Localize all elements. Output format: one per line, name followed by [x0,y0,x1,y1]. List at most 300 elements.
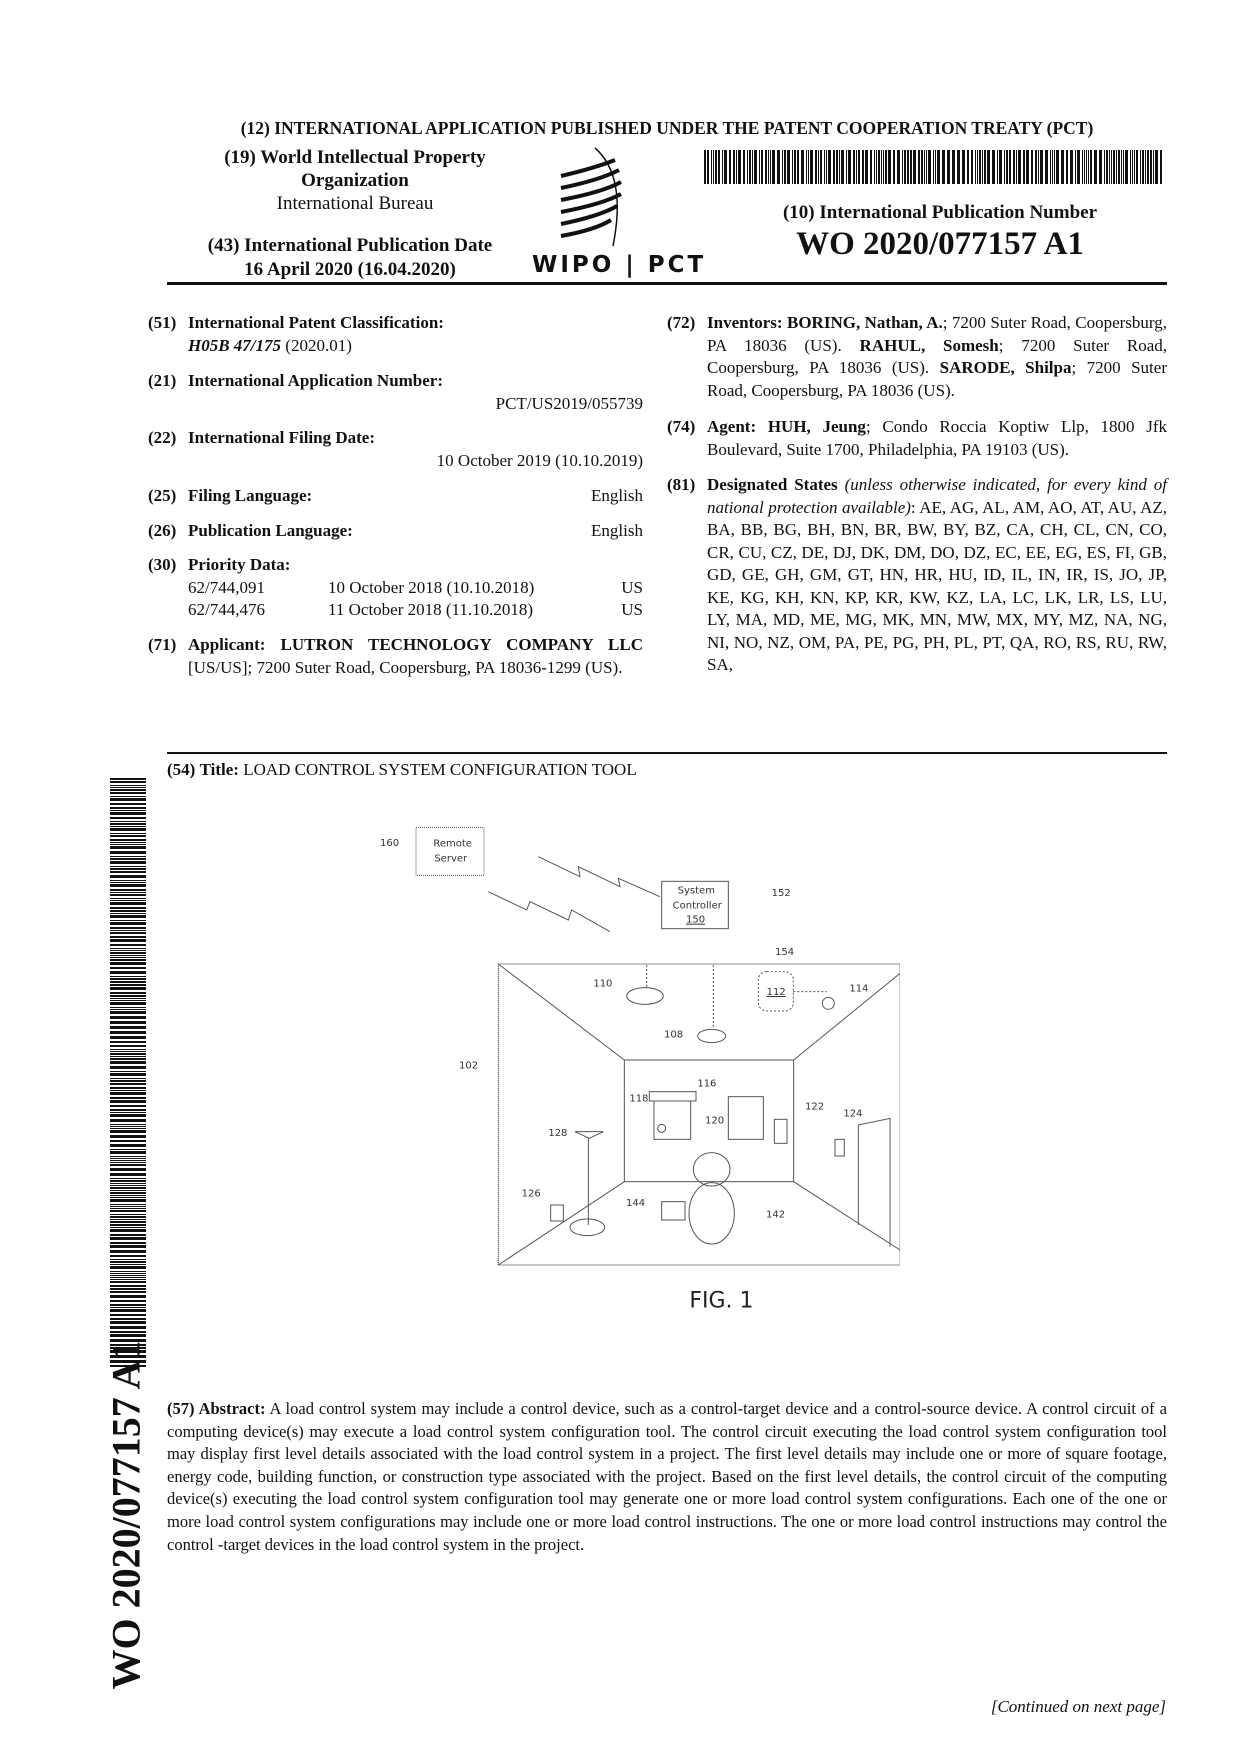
barcode-bar [110,1000,146,1001]
wireless-link-icon [538,857,660,897]
barcode-bar [110,932,146,934]
label: International Patent Classification: [188,313,444,332]
barcode-bar [1160,150,1162,184]
barcode-bar [971,150,973,184]
barcode-bar [1066,150,1068,184]
barcode-bar [110,803,146,805]
barcode-bar [110,894,146,896]
barcode-bar [870,150,872,184]
barcode-bar [110,828,146,831]
label: Filing Language: [188,486,313,505]
barcode-bar [928,150,931,184]
system-controller-label: Controller [672,900,722,912]
barcode-bar [1118,150,1120,184]
barcode-bar [1142,150,1144,184]
code: (72) [667,313,696,332]
barcode-bar [110,1314,146,1316]
barcode-bar [110,1285,146,1287]
barcode-bar [110,962,146,965]
barcode-bar [110,1326,146,1329]
user-body [689,1183,734,1244]
barcode-bar [110,1185,146,1186]
barcode-bar [1052,150,1053,184]
inventor-address: ; 7200 Suter Road, Coopersburg, PA 18036 (US). [707,313,1168,355]
code: (74) [667,417,696,436]
barcode-bar [1116,150,1117,184]
barcode-bar [1106,150,1108,184]
barcode-bar [110,821,146,822]
barcode-bar [110,1051,146,1052]
barcode-bar [110,1277,146,1278]
barcode-bar [806,150,807,184]
barcode-bar [110,1066,146,1069]
barcode-bar [110,868,146,870]
label: Publication Language: [188,521,353,540]
barcode-bar [110,1331,146,1333]
barcode-bar [1016,150,1017,184]
barcode-bar [110,1156,146,1157]
barcode-bar [110,971,146,974]
barcode-bar [110,1009,146,1010]
ref-120: 120 [705,1115,725,1127]
barcode-bar [110,955,146,956]
pub-date: 16 April 2020 (16.04.2020) [244,259,456,280]
barcode-bar [110,952,146,954]
barcode-bar [1031,150,1033,184]
barcode-bar [1082,150,1083,184]
shade-116 [649,1092,696,1101]
ipc-class: H05B 47/175 [188,335,282,355]
barcode-bar [110,1309,146,1312]
barcode-bar [924,150,925,184]
code: (26) [148,521,177,540]
barcode-bar [841,150,844,184]
barcode-bar [902,150,903,184]
barcode-bar [110,1334,146,1337]
pub-number: WO 2020/077157 A1 [796,226,1084,262]
barcode-bar [982,150,983,184]
barcode-bar [704,150,706,184]
code: (30) [148,555,177,574]
barcode-bar [110,1073,146,1076]
treaty-header: (12) INTERNATIONAL APPLICATION PUBLISHED UNDER THE PATENT COOPERATION TREATY (PCT) [240,118,1094,138]
publication-barcode [704,150,1162,184]
barcode-bar [759,150,760,184]
barcode-bar [110,1295,146,1298]
barcode-bar [749,150,751,184]
barcode-bar [110,884,146,887]
ref-126: 126 [521,1188,541,1200]
barcode-bar [110,1071,146,1072]
priority-row [188,599,643,622]
door [858,1118,890,1246]
barcode-bar [110,892,146,893]
bureau: International Bureau [276,193,434,214]
barcode-bar [110,1261,146,1263]
barcode-bar [110,1041,146,1043]
barcode-bar [962,150,965,184]
barcode-bar [110,1237,146,1240]
ref-108: 108 [664,1029,684,1041]
barcode-bar [736,150,737,184]
barcode-bar [110,1109,146,1111]
barcode-bar [1145,150,1146,184]
section-26 [148,520,643,543]
barcode-bar [110,792,146,794]
applicant-name: LUTRON TECHNOLOGY COMPANY LLC [280,635,643,654]
wall-control-124 [835,1139,844,1156]
barcode-bar [794,150,796,184]
priority-date: 11 October 2018 (11.10.2018) [328,600,534,619]
barcode-bar [110,944,146,946]
barcode-bar [110,1140,146,1142]
label: Designated States [707,475,838,494]
barcode-bar [856,150,857,184]
barcode-bar [933,150,934,184]
barcode-bar [836,150,838,184]
barcode-bar [110,898,146,899]
barcode-bar [110,1227,146,1228]
barcode-bar [862,150,864,184]
barcode-bar [110,1210,146,1212]
abstract [167,1398,1167,1556]
barcode-bar [792,150,793,184]
barcode-bar [110,880,146,881]
barcode-bar [110,913,146,914]
wipo-pct-logo-text: WIPO | PCT [532,252,707,278]
barcode-bar [110,902,146,905]
side-publication-number: WO 2020/077157 A1 [103,1340,149,1690]
barcode-bar [110,1007,146,1008]
barcode-bar [110,835,146,837]
barcode-bar [876,150,877,184]
barcode-bar [110,1097,146,1099]
barcode-bar [921,150,923,184]
barcode-bar [937,150,940,184]
barcode-bar [752,150,753,184]
barcode-bar [110,1090,146,1091]
label: Inventors: [707,313,783,332]
publication-date-block [170,234,530,282]
barcode-bar [942,150,945,184]
barcode-bar [110,812,146,815]
barcode-bar [1018,150,1021,184]
barcode-bar [1040,150,1043,184]
barcode-bar [747,150,748,184]
floor-lamp-128 [575,1132,603,1139]
barcode-bar [743,150,745,184]
section-51 [148,312,643,357]
barcode-bar [110,976,146,977]
barcode-bar [1045,150,1048,184]
barcode-bar [1077,150,1080,184]
barcode-bar [110,817,146,819]
inventor-name: BORING, Nathan, A. [787,313,943,332]
barcode-bar [110,1144,146,1147]
abstract-text: A load control system may include a control device, such as a control-target device and a control-source device. A control circuit of a computing device(s) may execute a load control system configuration tool. The control circuit executing the load control system configuration tool may display first level details associated with the load control system in a project. The first level details may include one or more of square footage, energy code, building function, or construction type associated with the project. Based on the first level details, the control circuit of the computing device(s) executing the load control system configuration tool may generate one or more load control system configurations. Each one of the one or more load control system configurations may include one or more load control instructions. The one or more load control instructions may control the control -target devices in the load control system in the project. [167,1399,1167,1554]
inventor-address: ; 7200 Suter Road, Coopersburg, PA 18036 (US). [707,335,1168,377]
inventor-address: ; 7200 Suter Road, Coopersburg, PA 18036 (US). [707,358,1167,400]
barcode-bar [110,936,146,938]
designated-note: (unless otherwise indicated, for every kind of national protection available) [707,475,1167,517]
barcode-bar [1050,150,1051,184]
label: International Application Number: [188,371,444,390]
barcode-bar [729,150,731,184]
label: Priority Data: [188,555,291,574]
barcode-bar [110,948,146,949]
barcode-bar [110,1229,146,1232]
barcode-bar [947,150,950,184]
barcode-bar [1140,150,1141,184]
barcode-bar [967,150,969,184]
barcode-bar [1130,150,1131,184]
barcode-bar [110,833,146,834]
barcode-bar [110,826,146,827]
ref-112: 112 [766,987,786,998]
barcode-bar [110,1011,146,1014]
shade-118 [654,1101,691,1139]
barcode-bar [110,950,146,951]
ref-114: 114 [849,983,869,995]
barcode-bar [815,150,817,184]
barcode-bar [110,778,146,780]
section-74 [667,416,1167,461]
agent-name: HUH, Jeung [767,417,866,436]
ipc-date: (2020.01) [285,335,352,355]
org-code: (19) [224,147,256,168]
barcode-bar [110,1266,146,1269]
filing-language: English [591,486,643,505]
title-code: (54) [167,760,196,779]
barcode-bar [110,1275,146,1276]
figure-1-drawing [380,820,900,1380]
barcode-bar [770,150,771,184]
barcode-bar [110,798,146,801]
application-number: PCT/US2019/055739 [495,393,643,413]
agent-address: ; Condo Roccia Koptiw Llp, 1800 Jfk Boulevard, Suite 1700, Philadelphia, PA 19103 (US). [707,417,1167,459]
barcode-bar [110,842,146,843]
barcode-bar [110,1255,146,1257]
barcode-bar [110,871,146,873]
barcode-bar [110,1078,146,1079]
barcode-bar [874,150,875,184]
barcode-bar [1023,150,1025,184]
barcode-bar [1094,150,1097,184]
barcode-bar [110,823,146,825]
barcode-bar [826,150,827,184]
barcode-bar [865,150,868,184]
barcode-bar [110,927,146,929]
title-divider [167,752,1167,754]
ref-122: 122 [805,1101,825,1113]
barcode-bar [110,858,146,860]
barcode-bar [888,150,891,184]
barcode-bar [1109,150,1110,184]
barcode-bar [997,150,998,184]
barcode-bar [893,150,895,184]
barcode-bar [885,150,887,184]
barcode-bar [110,846,146,849]
barcode-bar [110,1112,146,1113]
barcode-bar [110,1224,146,1226]
barcode-bar [110,1288,146,1290]
barcode-bar [110,1180,146,1182]
code: (22) [148,428,177,447]
barcode-bar [952,150,955,184]
barcode-bar [110,1197,146,1198]
barcode-bar [110,1206,146,1207]
barcode-bar [1111,150,1112,184]
barcode-bar [1075,150,1076,184]
section-22 [148,427,643,472]
barcode-bar [738,150,741,184]
priority-date: 10 October 2018 (10.10.2018) [328,577,535,597]
barcode-bar [1035,150,1037,184]
barcode-bar [935,150,936,184]
barcode-bar [1038,150,1039,184]
barcode-bar [1153,150,1154,184]
barcode-bar [110,1183,146,1184]
barcode-bar [787,150,790,184]
barcode-bar [1113,150,1115,184]
priority-country: US [621,600,643,619]
code: (25) [148,486,177,505]
barcode-bar [110,992,146,994]
barcode-bar [713,150,714,184]
wipo-globe-logo [555,146,635,250]
barcode-bar [110,1058,146,1060]
label: International Filing Date: [188,428,375,447]
barcode-bar [110,1124,146,1125]
barcode-bar [1088,150,1089,184]
barcode-bar [110,1279,146,1280]
code: (21) [148,371,177,390]
ref-116: 116 [697,1078,717,1090]
section-72 [667,312,1167,402]
barcode-bar [110,1192,146,1194]
title-label: Title: [199,760,239,779]
barcode-bar [110,1114,146,1117]
barcode-bar [110,978,146,980]
barcode-bar [110,995,146,997]
barcode-bar [110,967,146,969]
barcode-bar [768,150,769,184]
window-shade [728,1097,763,1140]
ref-118: 118 [629,1093,649,1105]
barcode-bar [110,1053,146,1055]
barcode-bar [110,1264,146,1265]
barcode-bar [110,882,146,883]
priority-number: 62/744,476 [188,600,265,619]
barcode-bar [110,915,146,918]
ref-152: 152 [771,888,791,899]
wireless-link-icon [488,892,610,932]
barcode-bar [110,1092,146,1095]
barcode-bar [110,1273,146,1274]
barcode-bar [1150,150,1152,184]
barcode-bar [754,150,757,184]
barcode-bar [110,1049,146,1050]
barcode-bar [987,150,990,184]
barcode-bar [824,150,825,184]
priority-country: US [621,577,643,597]
filing-date: 10 October 2019 (10.10.2019) [436,450,643,470]
barcode-bar [853,150,855,184]
barcode-bar [1125,150,1128,184]
barcode-bar [977,150,978,184]
barcode-bar [110,1214,146,1215]
barcode-bar [110,1045,146,1047]
barcode-bar [110,1168,146,1171]
barcode-bar [110,796,146,797]
barcode-bar [1155,150,1158,184]
barcode-bar [733,150,735,184]
barcode-bar [110,1036,146,1039]
pub-number-label: (10) International Publication Number [782,202,1098,223]
barcode-bar [1009,150,1011,184]
barcode-bar [910,150,912,184]
barcode-bar [1006,150,1008,184]
barcode-bar [975,150,976,184]
system-controller-label: System [677,885,715,897]
barcode-bar [1086,150,1087,184]
barcode-bar [110,1130,146,1133]
barcode-bar [110,1304,146,1306]
barcode-bar [110,1300,146,1302]
barcode-bar [918,150,920,184]
barcode-bar [1026,150,1029,184]
barcode-bar [110,810,146,811]
ref-154: 154 [775,947,795,958]
side-barcode [110,778,146,1368]
barcode-bar [110,1105,146,1107]
barcode-bar [110,1195,146,1196]
barcode-bar [110,1321,146,1324]
barcode-bar [110,1135,146,1138]
barcode-bar [110,1216,146,1218]
header-divider [167,282,1167,285]
barcode-bar [110,1178,146,1179]
barcode-bar [110,789,146,791]
barcode-bar [110,1080,146,1082]
barcode-bar [110,1056,146,1057]
barcode-bar [110,1281,146,1283]
system-controller-label: 150 [686,914,706,926]
barcode-bar [110,866,146,867]
barcode-bar [718,150,720,184]
barcode-bar [1147,150,1149,184]
barcode-bar [765,150,767,184]
barcode-bar [110,856,146,857]
barcode-bar [110,910,146,912]
barcode-bar [110,1221,146,1223]
barcode-bar [1121,150,1122,184]
applicant-address: [US/US]; 7200 Suter Road, Coopersburg, PA 18036-1299 (US). [188,657,623,677]
barcode-bar [110,1021,146,1024]
barcode-bar [110,1250,146,1253]
barcode-bar [110,1219,146,1220]
barcode-bar [110,1002,146,1005]
publication-number-block [710,202,1170,264]
barcode-bar [1013,150,1015,184]
barcode-bar [904,150,906,184]
user-head [693,1153,730,1186]
barcode-bar [110,1026,146,1029]
barcode-bar [707,150,709,184]
barcode-bar [1056,150,1059,184]
code: (51) [148,313,177,332]
barcode-bar [110,1173,146,1176]
